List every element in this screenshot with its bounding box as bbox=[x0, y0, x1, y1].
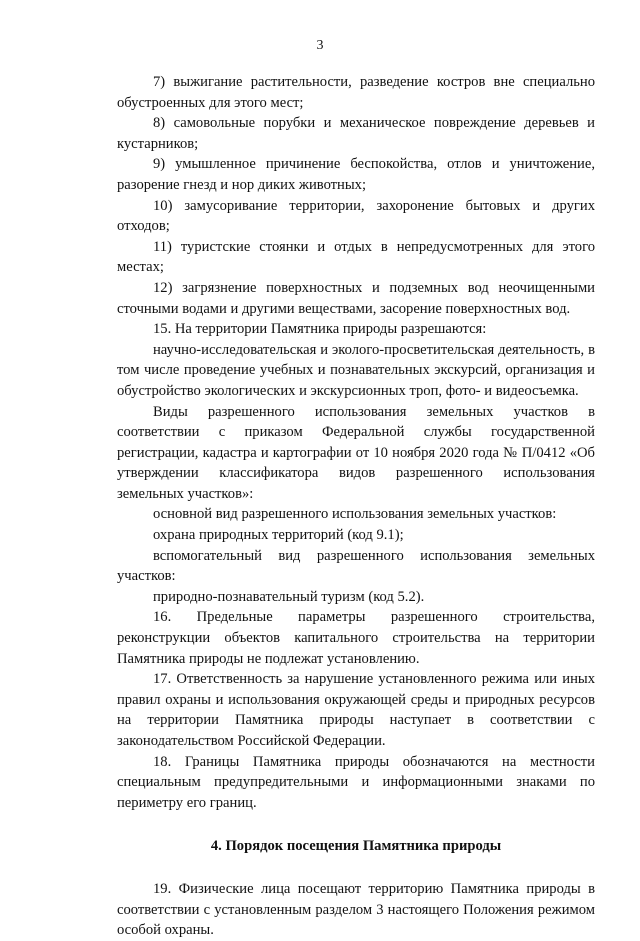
paragraph-item-9: 9) умышленное причинение беспокойства, отлов и уничтожение, разорение гнезд и нор диких животных; bbox=[117, 156, 595, 193]
paragraph-clause-17: 17. Ответственность за нарушение установленного режима или иных правил охраны и использования окружающей среды и природных ресурсов на территории Памятника природы наступает в соответствии с законодательством Российской Федерации. bbox=[117, 671, 595, 749]
paragraph-item-12: 12) загрязнение поверхностных и подземных вод неочищенными сточными водами и другими веществами, засорение поверхностных вод. bbox=[117, 279, 595, 317]
document-body bbox=[117, 72, 595, 941]
paragraph-code-5-2: природно-познавательный туризм (код 5.2). bbox=[153, 588, 425, 605]
paragraph-code-9-1: охрана природных территорий (код 9.1); bbox=[153, 527, 404, 544]
paragraph-item-11: 11) туристские стоянки и отдых в непредусмотренных для этого местах; bbox=[117, 238, 595, 276]
paragraph-clause-19: 19. Физические лица посещают территорию Памятника природы в соответствии с установленным разделом 3 настоящего Положения режимом особой охраны. bbox=[117, 880, 595, 939]
paragraph-item-8: 8) самовольные порубки и механическое повреждение деревьев и кустарников; bbox=[117, 115, 595, 152]
section-heading: 4. Порядок посещения Памятника природы bbox=[210, 838, 502, 855]
paragraph-clause-15: 15. На территории Памятника природы разрешаются: bbox=[153, 321, 487, 338]
paragraph-clause-18: 18. Границы Памятника природы обозначаются на местности специальным предупредительными и информационными знаками по периметру его границ. bbox=[117, 753, 595, 811]
paragraph-item-10: 10) замусоривание территории, захоронение бытовых и других отходов; bbox=[117, 197, 595, 235]
paragraph-main-use-type: основной вид разрешенного использования земельных участков: bbox=[153, 506, 557, 523]
page-number: 3 bbox=[316, 38, 324, 53]
paragraph-permitted-activity: научно-исследовательская и эколого-просветительская деятельность, в том числе проведение учебных и познавательных экскурсий, организация и обустройство экологических и экскурсионных троп, фото- и видеосъемка. bbox=[117, 341, 595, 399]
paragraph-clause-16: 16. Предельные параметры разрешенного строительства, реконструкции объектов капитального строительства на территории Памятника природы не подлежат установлению. bbox=[117, 609, 595, 667]
paragraph-item-7: 7) выжигание растительности, разведение костров вне специально обустроенных для этого мест; bbox=[117, 74, 595, 111]
paragraph-auxiliary-use-type: вспомогательный вид разрешенного использования земельных участков: bbox=[117, 547, 595, 585]
paragraph-land-use-types: Виды разрешенного использования земельных участков в соответствии с приказом Федеральной службы государственной регистрации, кадастра и картографии от 10 ноября 2020 года № П/0412 «Об утверждении классификатора видов разрешенного использования земельных участков»: bbox=[117, 403, 595, 502]
